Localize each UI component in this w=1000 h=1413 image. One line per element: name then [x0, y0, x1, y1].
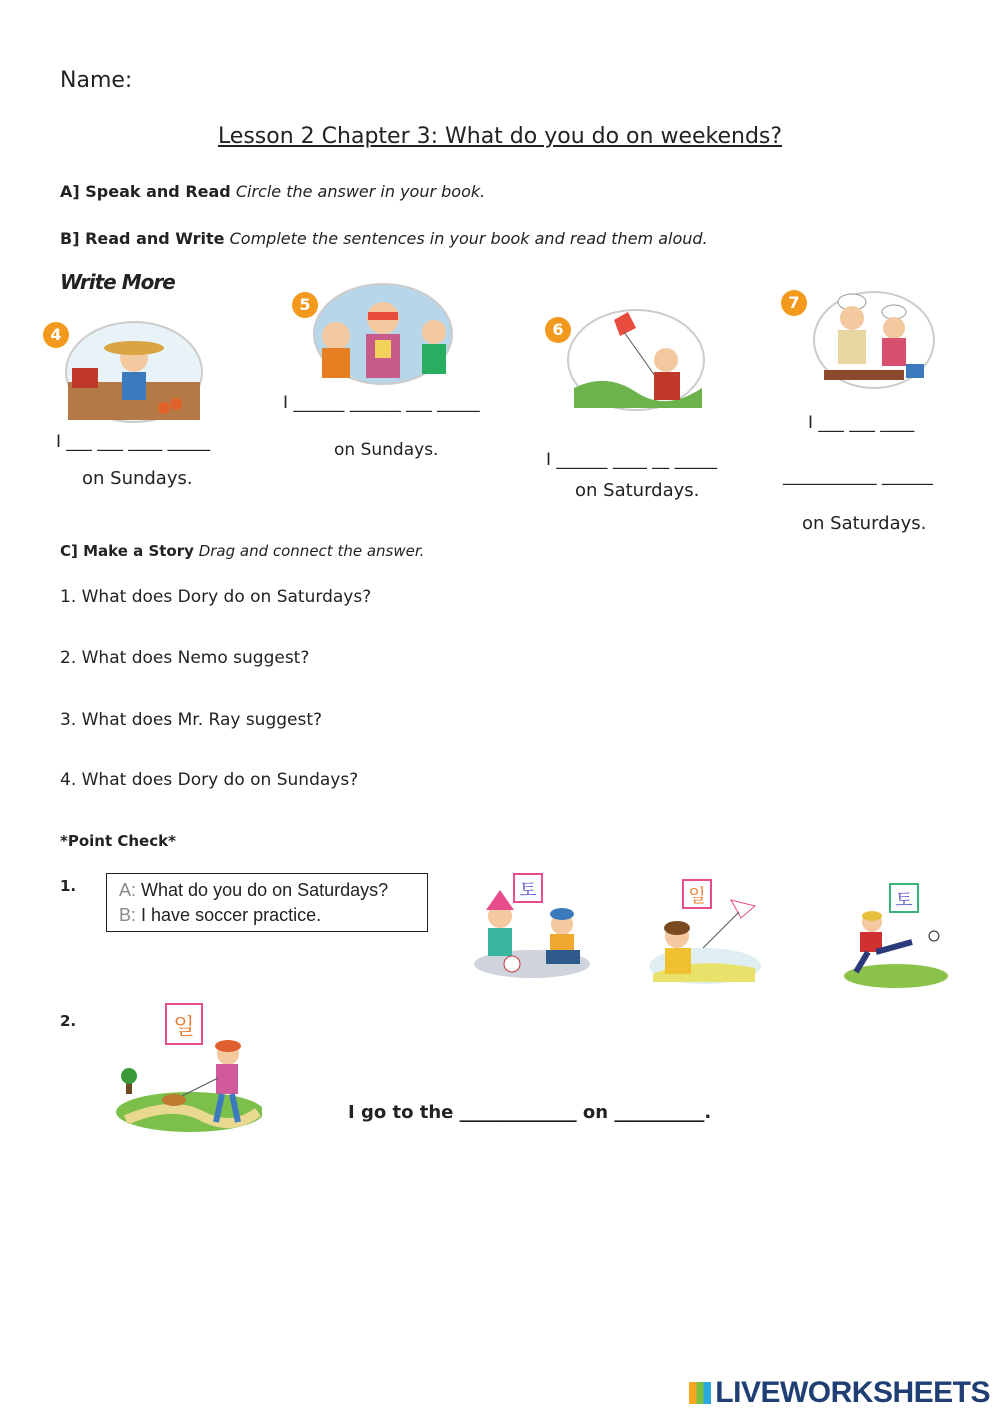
- page-title: [0, 124, 1000, 149]
- option-cooking-saturday[interactable]: [470, 872, 594, 982]
- cal-sun-1: 일: [688, 886, 706, 907]
- farmer-illustration: [64, 320, 204, 424]
- item-5-blank: I ______ ______ ___ _____: [283, 393, 480, 413]
- dialog-line-b: [119, 903, 427, 928]
- dialog-b-label: B:: [119, 905, 137, 925]
- section-c-heading: C] Make a Story: [60, 542, 194, 560]
- kite-illustration: [566, 308, 706, 412]
- dialog-a-label: A:: [119, 880, 137, 900]
- item-7-blank: I ___ ___ ____: [808, 413, 915, 433]
- section-b-heading: B] Read and Write: [60, 229, 225, 248]
- item-6-blank: I ______ ____ __ _____: [546, 450, 718, 470]
- section-b: [60, 229, 708, 248]
- dialog-b-text: I have soccer practice.: [141, 905, 322, 925]
- item-7-blank-extra: ___________ ______: [783, 466, 933, 486]
- item-4-blank: I ___ ___ ____ _____: [56, 432, 211, 452]
- cal-sat-2: 토: [895, 890, 913, 911]
- question-4: 4. What does Dory do on Sundays?: [60, 770, 359, 790]
- liveworksheets-logo: [689, 1376, 990, 1410]
- section-b-instruction: Complete the sentences in your book and read them aloud.: [229, 229, 708, 248]
- item-5-line2: on Sundays.: [334, 440, 439, 460]
- section-a-instruction: Circle the answer in your book.: [235, 182, 486, 201]
- item-6-number: 6: [545, 317, 571, 343]
- item-7-line2: on Saturdays.: [802, 513, 927, 534]
- write-more-title: Write More: [60, 270, 175, 294]
- point-check-heading: *Point Check*: [60, 832, 176, 850]
- point-check-q1-label: 1.: [60, 877, 77, 895]
- option-soccer-saturday[interactable]: [832, 880, 952, 992]
- movie-illustration: [312, 282, 454, 386]
- option-kite-sunday[interactable]: [645, 878, 769, 988]
- item-6-line2: on Saturdays.: [575, 480, 700, 501]
- section-a: [60, 182, 485, 201]
- question-2: 2. What does Nemo suggest?: [60, 648, 310, 668]
- cooking-illustration: [806, 288, 936, 392]
- page-title-text: Lesson 2 Chapter 3: What do you do on weekends?: [217, 124, 783, 149]
- logo-text: LIVEWORKSHEETS: [715, 1376, 990, 1409]
- logo-icon: [689, 1382, 711, 1404]
- dialog-a-text: What do you do on Saturdays?: [141, 880, 389, 900]
- item-7-number: 7: [781, 290, 807, 316]
- cal-sun-2: 일: [173, 1015, 195, 1040]
- fill-sentence: I go to the _____________ on __________.: [348, 1102, 712, 1123]
- item-5-number: 5: [292, 292, 318, 318]
- point-check-q2-label: 2.: [60, 1012, 77, 1030]
- section-c-instruction: Drag and connect the answer.: [198, 542, 425, 560]
- name-label: Name:: [60, 68, 133, 93]
- question-1: 1. What does Dory do on Saturdays?: [60, 587, 372, 607]
- section-a-heading: A] Speak and Read: [60, 182, 231, 201]
- section-c: [60, 542, 424, 560]
- question-3: 3. What does Mr. Ray suggest?: [60, 710, 323, 730]
- walking-dog-illustration: [112, 1000, 262, 1136]
- dialog-box: [106, 873, 428, 932]
- cal-sat-1: 토: [519, 880, 537, 901]
- item-4-number: 4: [43, 322, 69, 348]
- dialog-line-a: [119, 878, 427, 903]
- item-4-line2: on Sundays.: [82, 468, 193, 489]
